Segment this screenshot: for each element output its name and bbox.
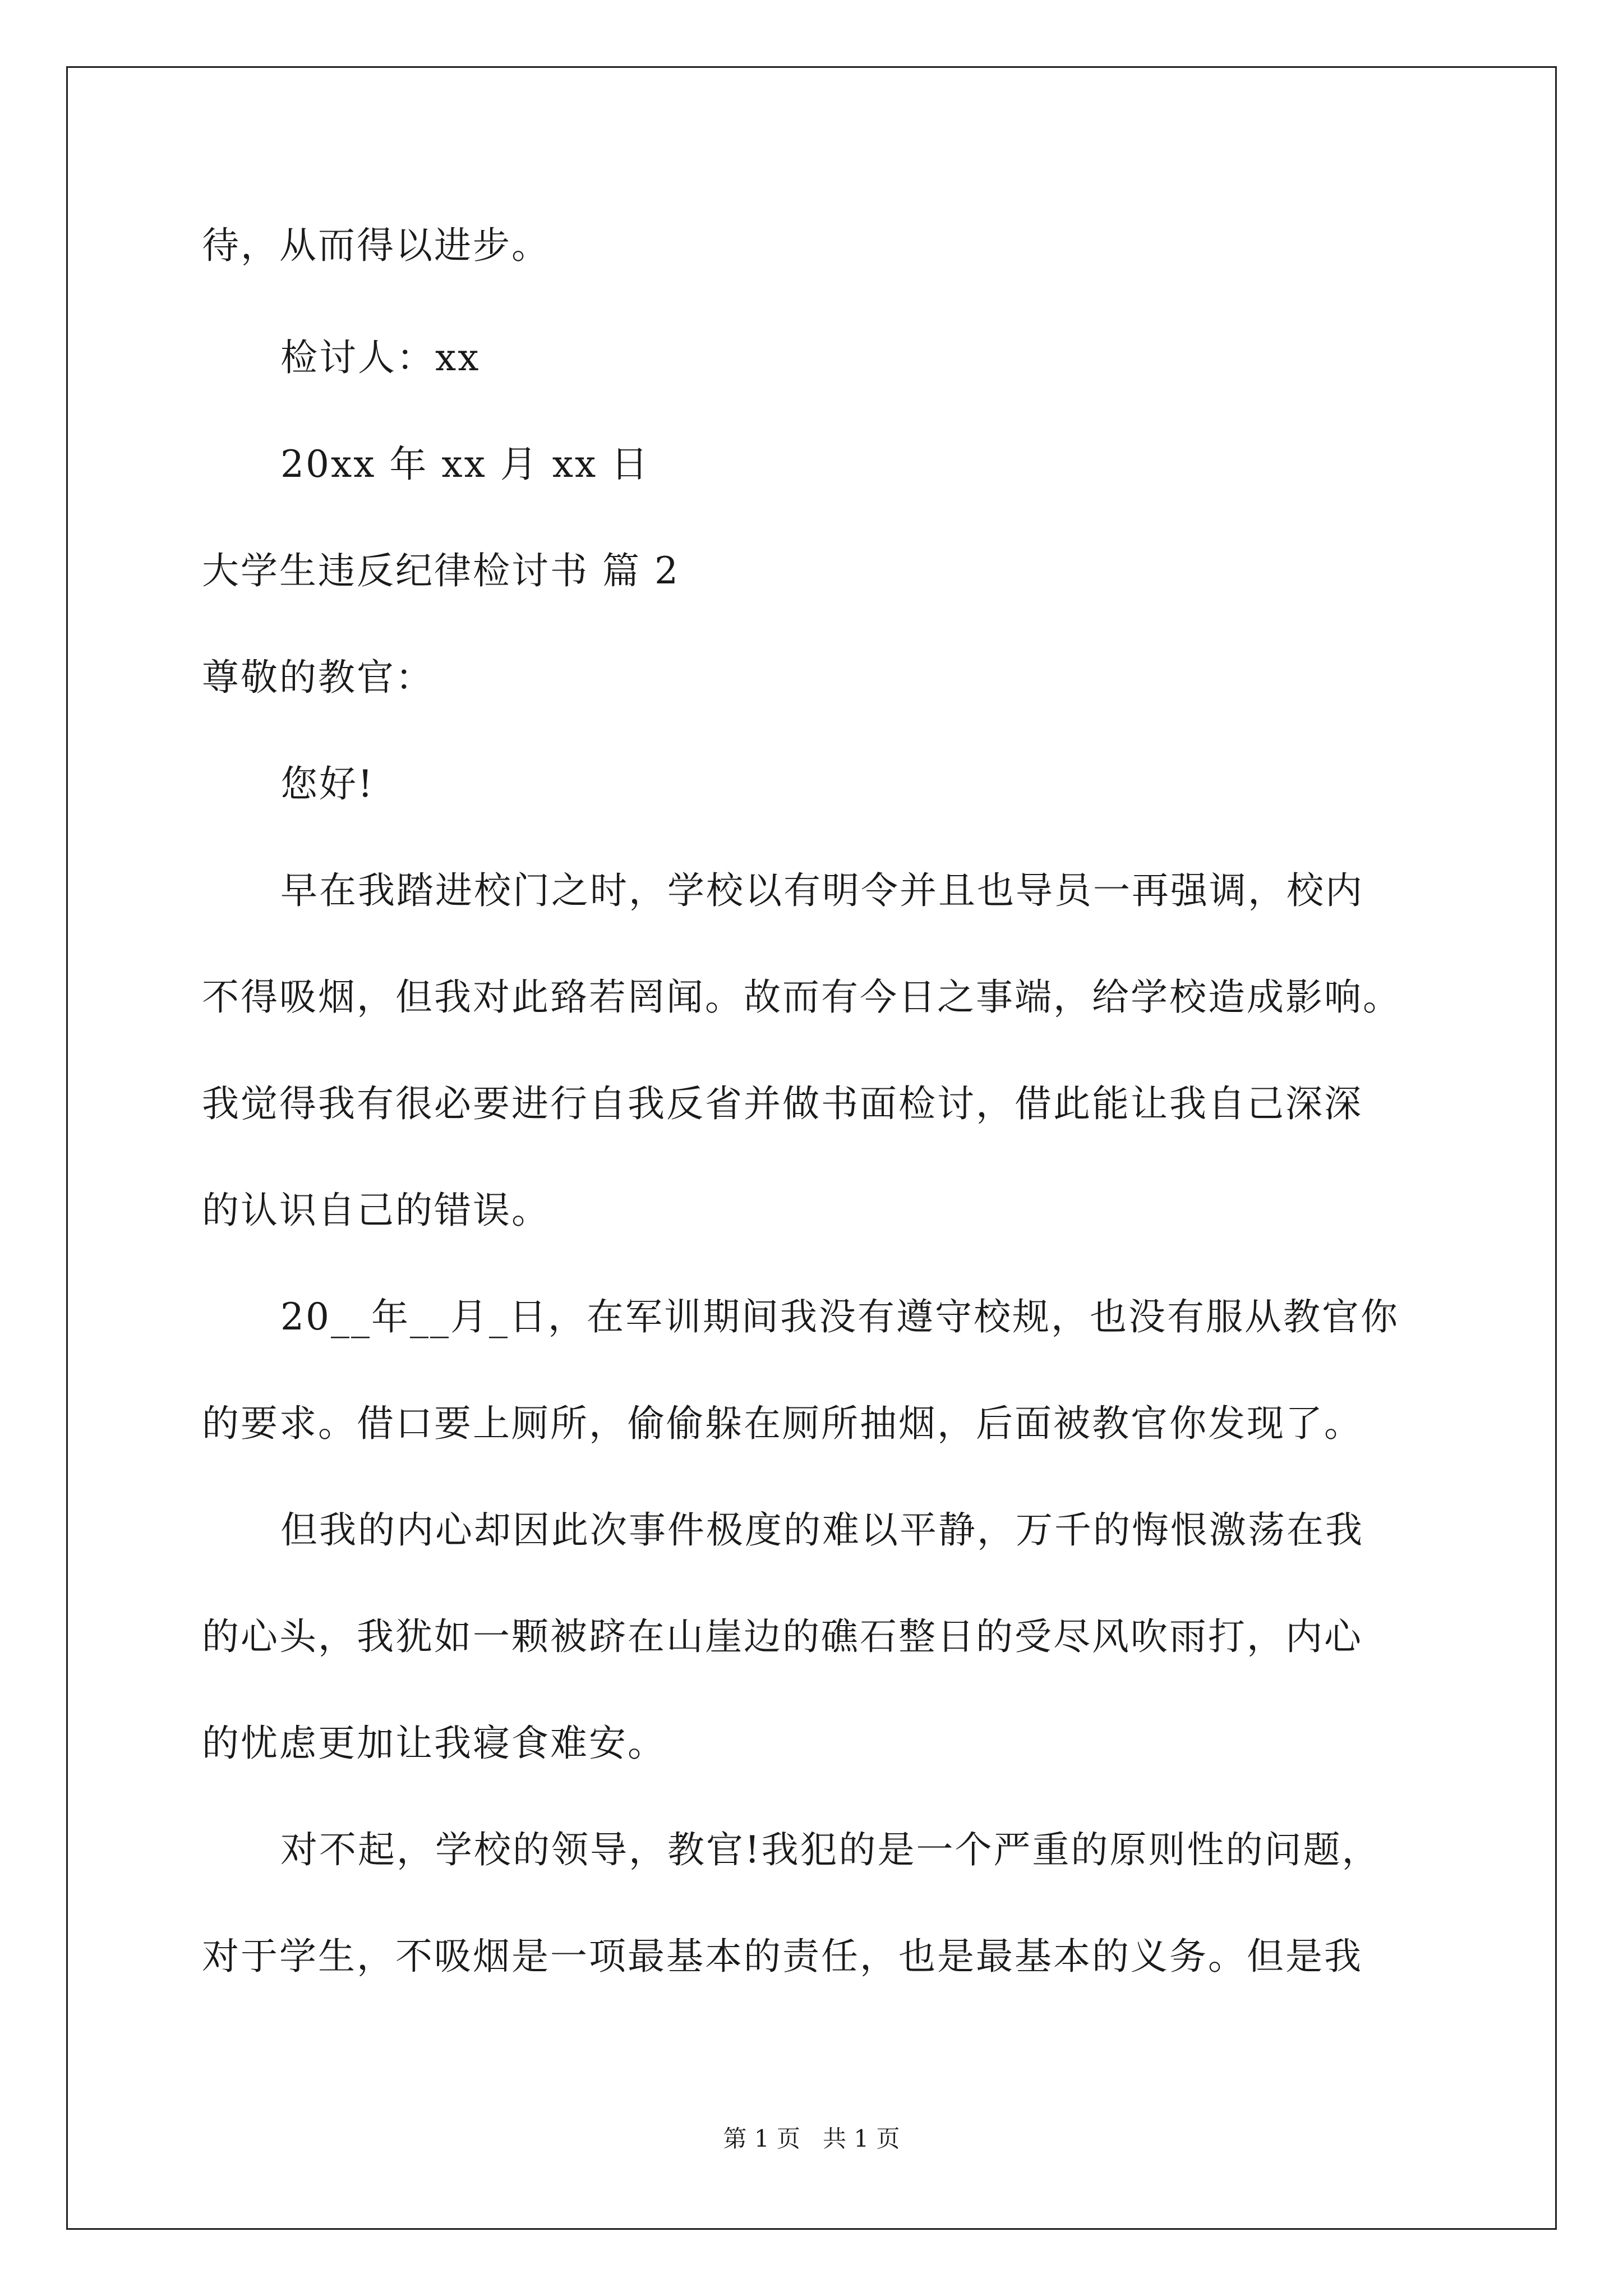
paragraph-line: 的认识自己的错误。 xyxy=(202,1189,550,1232)
date-line: 20xx 年 xx 月 xx 日 xyxy=(280,443,650,486)
salutation: 尊敬的教官： xyxy=(202,656,434,699)
paragraph-line: 不得吸烟，但我对此臵若罔闻。故而有今日之事端，给学校造成影响。 xyxy=(202,976,1401,1019)
paragraph-line: 的要求。借口要上厕所，偷偷躲在厕所抽烟，后面被教官你发现了。 xyxy=(202,1402,1363,1445)
paragraph-line: 早在我踏进校门之时，学校以有明令并且也导员一再强调，校内 xyxy=(280,869,1364,912)
paragraph-line: 的忧虑更加让我寝食难安。 xyxy=(202,1722,666,1765)
section-heading: 大学生违反纪律检讨书 篇 2 xyxy=(202,549,680,592)
page-border xyxy=(66,66,1557,2230)
signature-line: 检讨人：xx xyxy=(280,336,481,379)
paragraph-line: 的心头，我犹如一颗被跻在山崖边的礁石整日的受尽风吹雨打，内心 xyxy=(202,1615,1363,1658)
text-line: 待，从而得以进步。 xyxy=(202,224,550,267)
greeting: 您好! xyxy=(280,762,375,806)
page-footer: 第 1 页 共 1 页 xyxy=(723,2125,900,2152)
paragraph-line: 我觉得我有很必要进行自我反省并做书面检讨，借此能让我自己深深 xyxy=(202,1082,1363,1125)
paragraph-line: 20__年__月_日，在军训期间我没有遵守校规，也没有服从教官你 xyxy=(280,1295,1399,1338)
paragraph-line: 对于学生，不吸烟是一项最基本的责任，也是最基本的义务。但是我 xyxy=(202,1935,1363,1978)
paragraph-line: 但我的内心却因此次事件极度的难以平静，万千的悔恨激荡在我 xyxy=(280,1508,1364,1552)
paragraph-line: 对不起，学校的领导，教官!我犯的是一个严重的原则性的问题， xyxy=(280,1828,1381,1871)
